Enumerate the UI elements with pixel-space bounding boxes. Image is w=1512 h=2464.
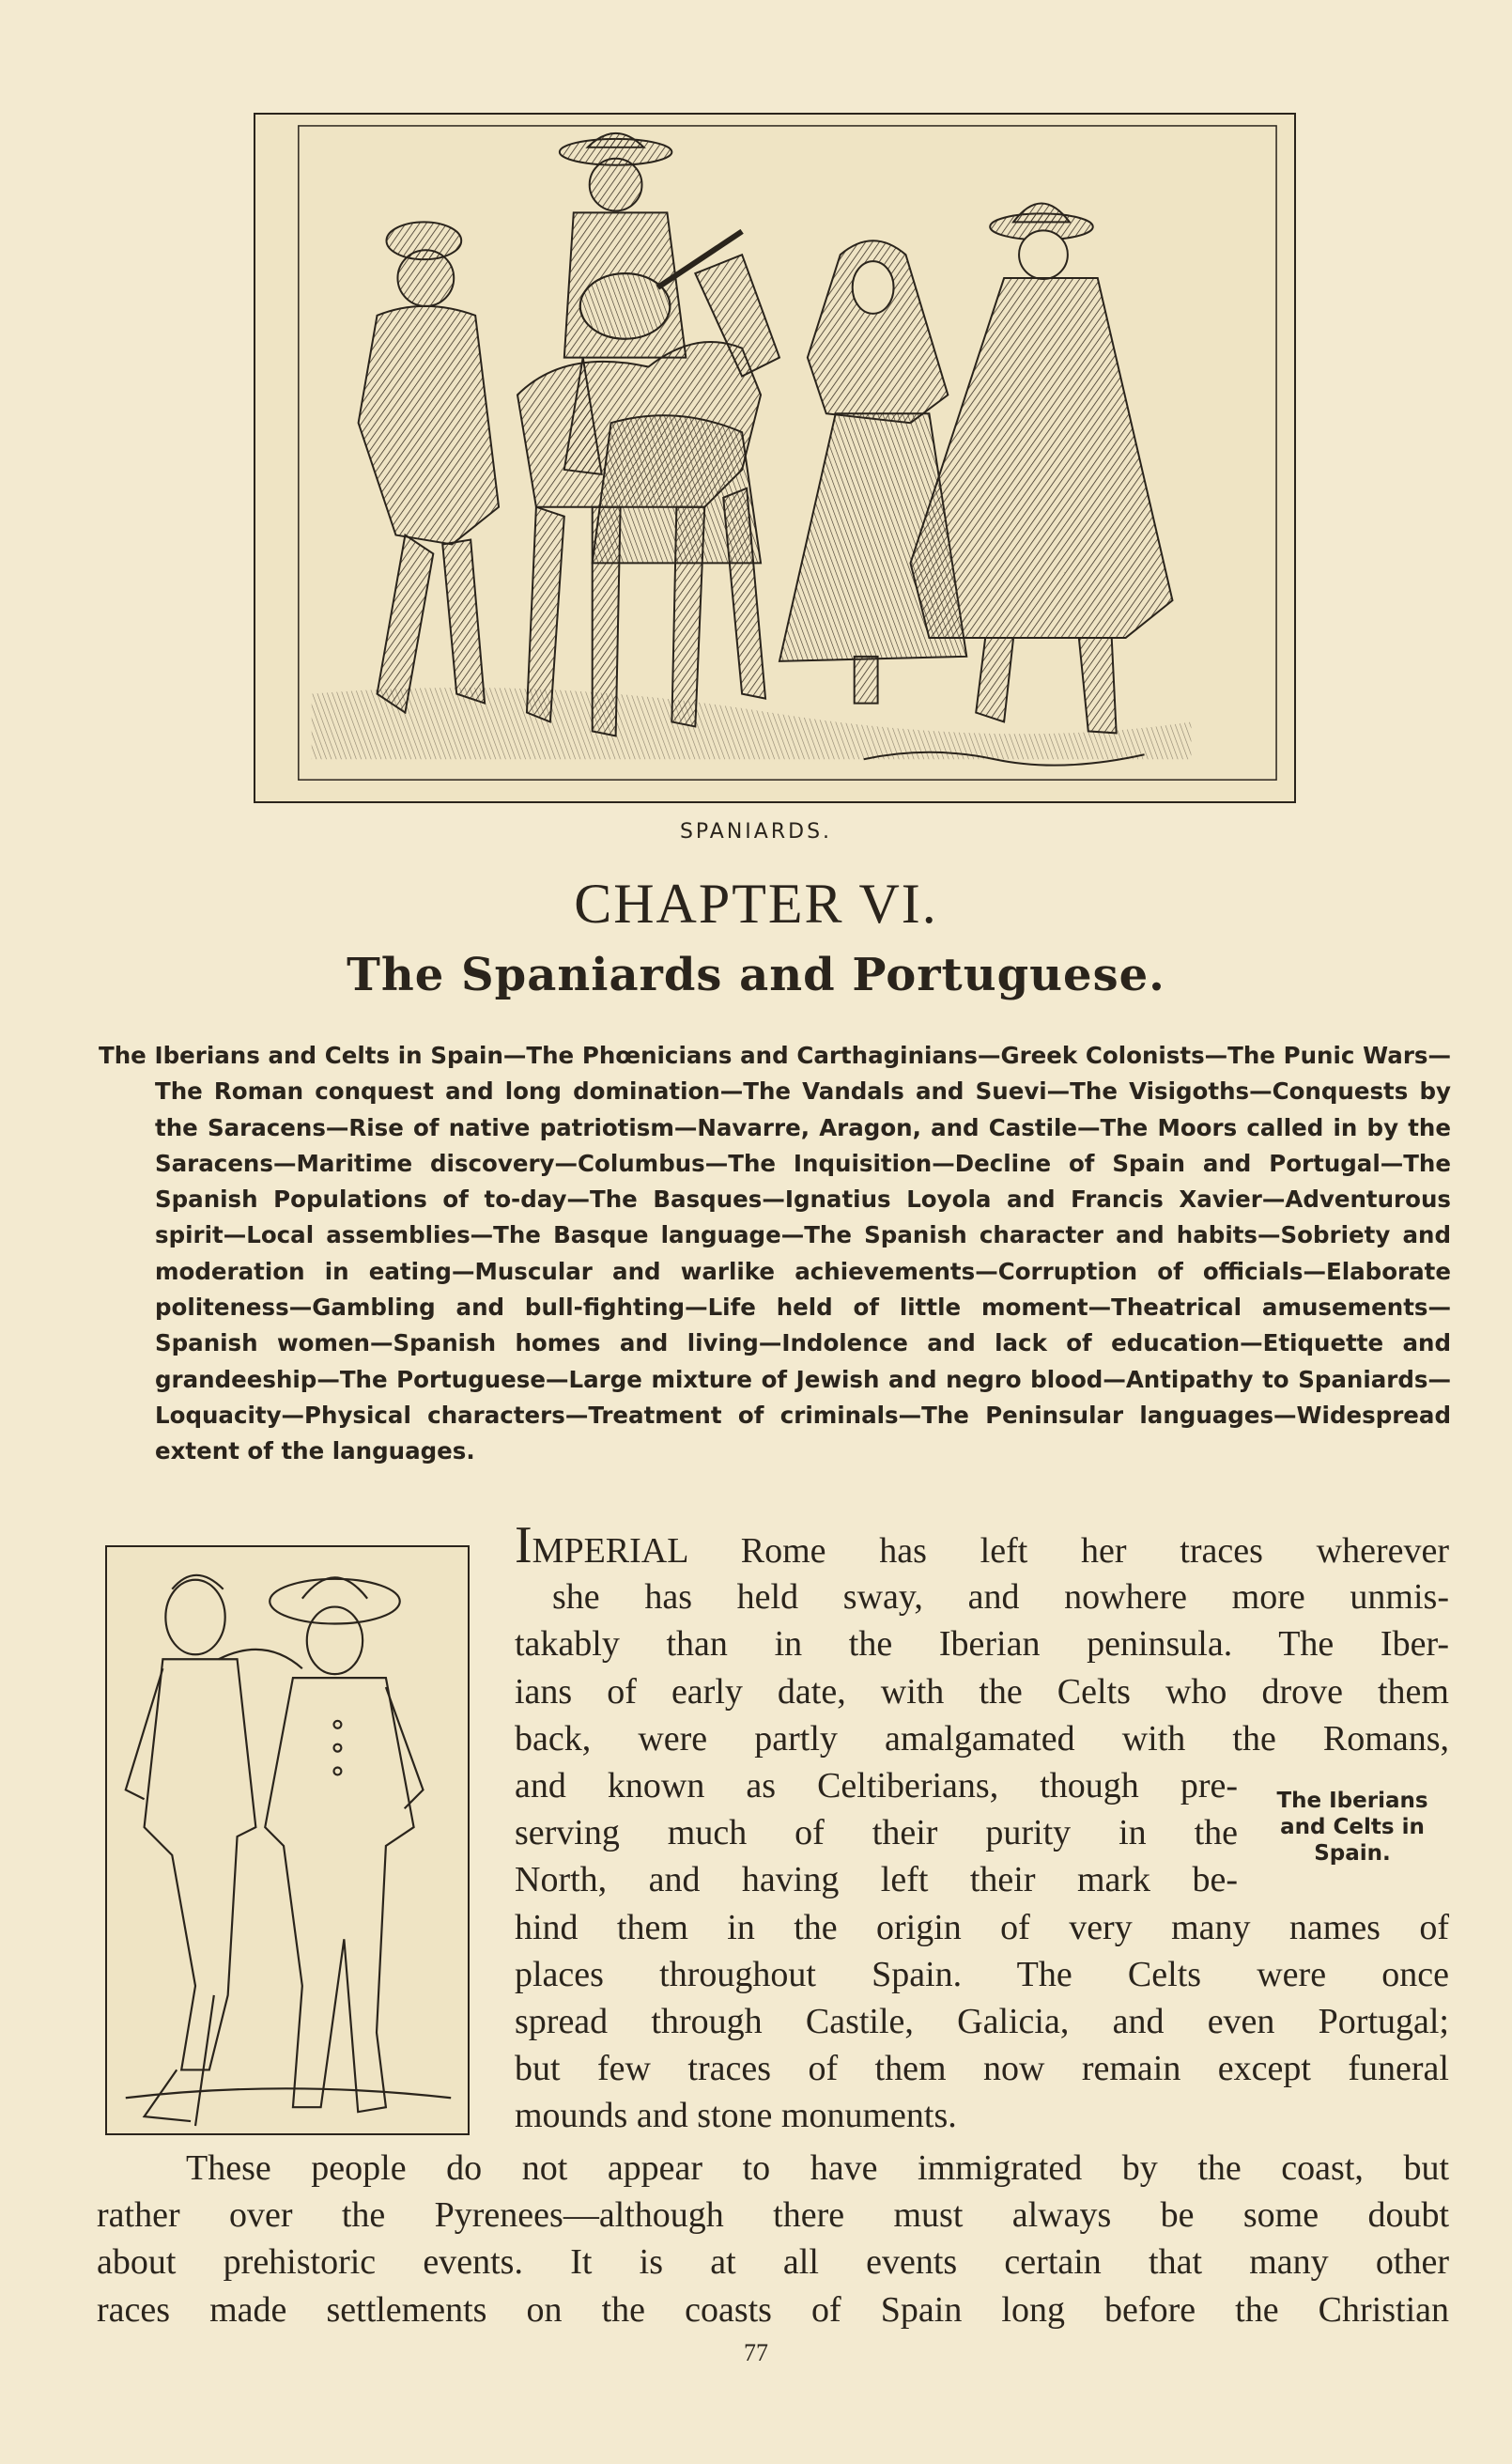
text-line: IMPERIAL Rome has left her traces wherever	[515, 1516, 1449, 1574]
spaniards-illustration	[254, 113, 1296, 803]
margin-note-line: The Iberians	[1276, 1789, 1428, 1813]
drop-cap: I	[515, 1516, 532, 1574]
chapter-title: CHAPTER VI.	[574, 873, 938, 935]
engraving-art-small	[107, 1547, 468, 2133]
chapter-subtitle: The Spaniards and Portuguese.	[347, 949, 1165, 1001]
margin-note-line: and Celts in	[1280, 1815, 1425, 1839]
text-line: and known as Celtiberians, though pre-	[515, 1765, 1238, 1805]
text-line: rather over the Pyrenees—although there must always be some doubt	[97, 2195, 1449, 2236]
text-line: races made settlements on the coasts of Spain long before the Christian	[97, 2289, 1449, 2330]
margin-note-line: Spain.	[1314, 1841, 1391, 1866]
text-line: back, were partly amalgamated with the Romans,	[515, 1718, 1449, 1759]
text-line: mounds and stone monuments.	[515, 2096, 957, 2136]
text-line: hind them in the origin of very many names of	[515, 1907, 1449, 1947]
text-line: serving much of their purity in the	[515, 1813, 1238, 1853]
second-paragraph	[97, 2145, 1449, 2333]
text-line: spread through Castile, Galicia, and even Portugal;	[515, 2001, 1449, 2041]
text-line: North, and having left their mark be-	[515, 1860, 1238, 1900]
page-number: 77	[744, 2339, 768, 2366]
text-line: places throughout Spain. The Celts were once	[515, 1954, 1449, 1994]
margin-note	[1258, 1788, 1446, 1867]
text-line: but few traces of them now remain except funeral	[515, 2049, 1449, 2089]
text-line: about prehistoric events. It is at all events certain that many other	[97, 2242, 1449, 2283]
engraving-art	[255, 115, 1294, 801]
text-line: she has held sway, and nowhere more unmis-	[552, 1577, 1449, 1618]
chapter-summary: The Iberians and Celts in Spain—The Phœnicians and Carthaginians—Greek Colonists—The Punic Wars—The Roman conquest and long domination—The Vandals and Suevi—The Visigoths—Conquests by the Saracens—Rise of native patriotism—Navarre, Aragon, and Castile—The Moors called in by the Saracens—Maritime discovery—Columbus—The Inquisition—Decline of Spain and Portugal—The Spanish Populations of to-day—The Basques—Ignatius Loyola and Francis Xavier—Adventurous spirit—Local assemblies—The Basque language—The Spanish character and habits—Sobriety and moderation in eating—Muscular and warlike achievements—Corruption of officials—Elaborate politeness—Gambling and bull-fighting—Life held of little moment—Theatrical amusements—Spanish women—Spanish homes and living—Indolence and lack of education—Etiquette and grandeeship—The Portuguese—Large mixture of Jewish and negro blood—Antipathy to Spaniards—Loquacity—Physical characters—Treatment of criminals—The Peninsular languages—Widespread extent of the languages.	[99, 1042, 1451, 1465]
text-line: These people do not appear to have immigrated by the coast, but	[186, 2148, 1449, 2188]
text-line: takably than in the Iberian peninsula. The Iber-	[515, 1624, 1449, 1665]
text-line: ians of early date, with the Celts who drove them	[515, 1671, 1449, 1712]
two-men-illustration	[105, 1545, 470, 2135]
figure-caption: SPANIARDS.	[679, 820, 833, 844]
